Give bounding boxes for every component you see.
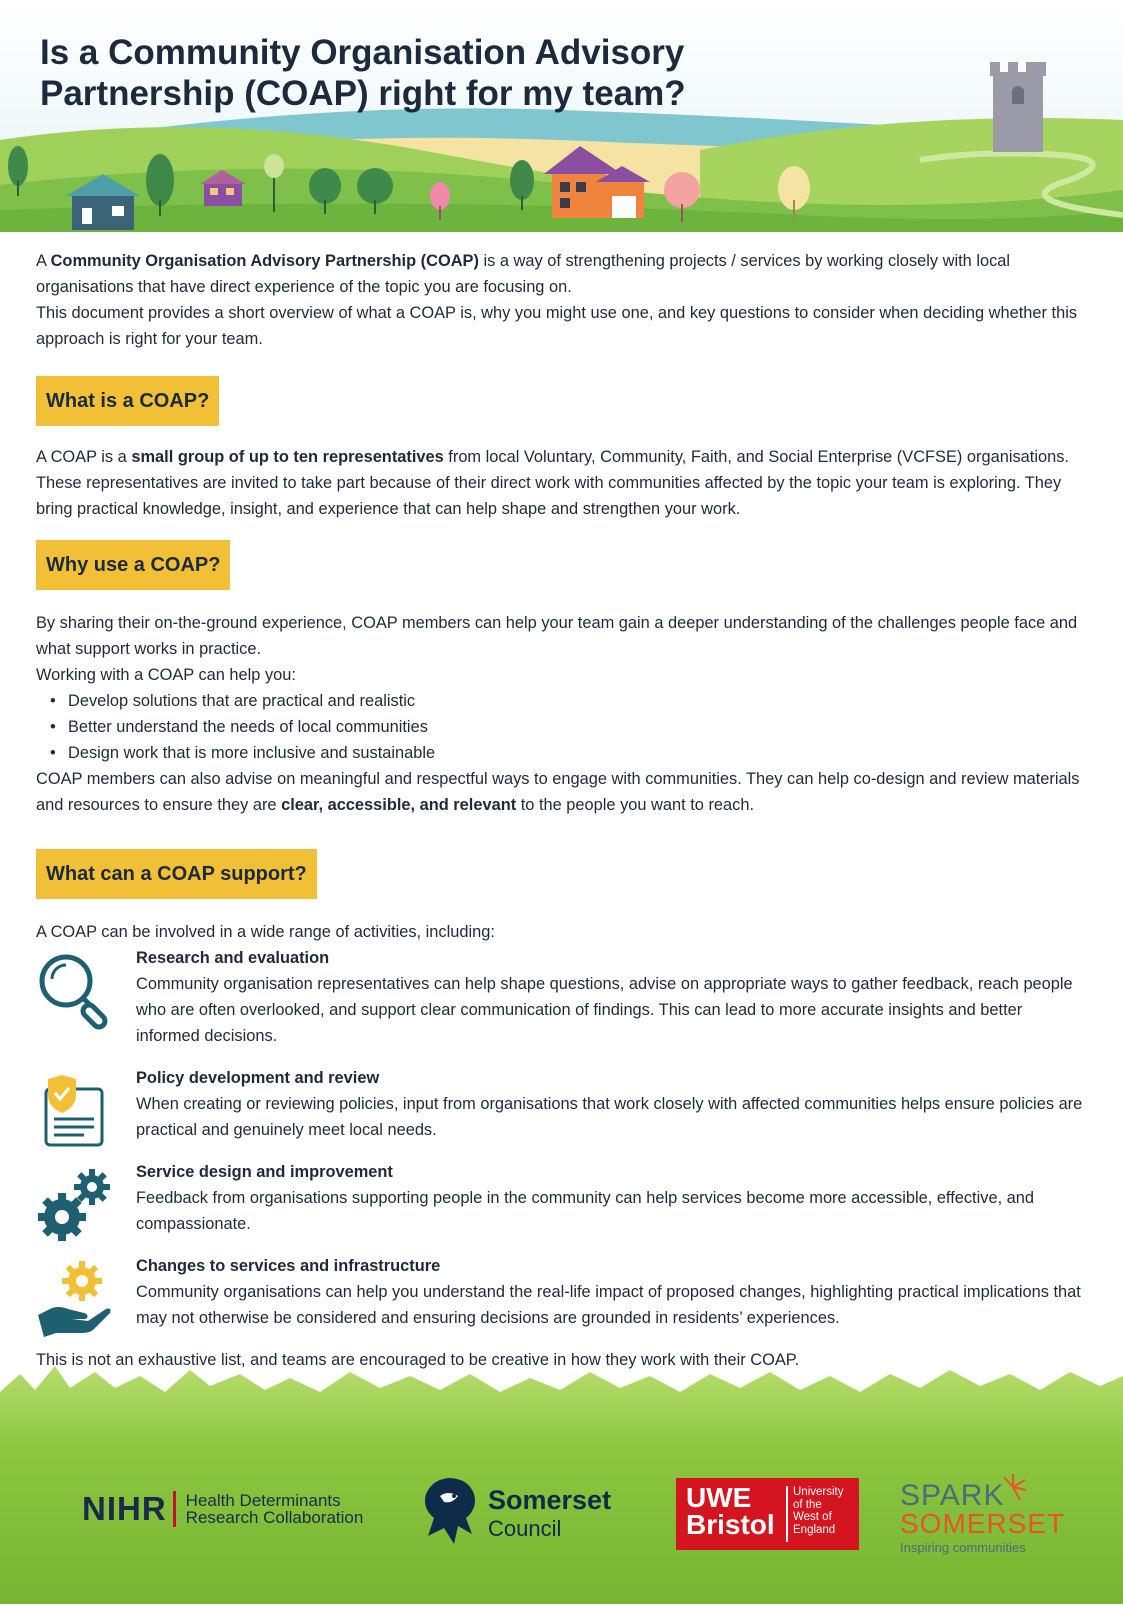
intro-p1-suffix: is a way of strengthening projects / services by working closely with local organisations that have direct experience of the topic you are focusing on. [36, 252, 1011, 296]
activity-title: Research and evaluation [136, 949, 330, 967]
activity-policy [36, 1065, 1086, 1143]
page-title [40, 32, 686, 114]
nihr-subtitle [186, 1492, 364, 1526]
why-use-p3-bold: clear, accessible, and relevant [281, 796, 517, 814]
activity-text: When creating or reviewing policies, input from organisations that work closely with affected communities helps ensure policies are practical and genuinely meet local needs. [136, 1095, 1083, 1139]
why-use-p3-prefix: COAP members can also advise on meaningful and respectful ways to engage with communities. They can help co-design and review materials and resources to ensure they are [36, 770, 1080, 814]
uwe-divider [786, 1486, 788, 1542]
what-is-p1-prefix: A COAP is a [36, 448, 132, 466]
section-heading-what-is: What is a COAP? [36, 376, 219, 426]
list-item: • Design work that is more inclusive and sustainable [68, 740, 1086, 766]
intro-paragraph-2: This document provides a short overview of what a COAP is, why you might use one, and key questions to consider when deciding whether this approach is right for your team. [36, 304, 1078, 348]
what-is-paragraph-1 [36, 444, 1086, 470]
activity-infrastructure [36, 1253, 1086, 1331]
nihr-line1: Health Determinants [185, 1491, 341, 1510]
somerset-council: Council [488, 1516, 562, 1541]
policy-document-icon [36, 1071, 116, 1151]
intro-p1-prefix: A [36, 252, 51, 270]
why-use-p3-suffix: to the people you want to reach. [516, 796, 755, 814]
uwe-small2: of the [793, 1498, 822, 1511]
magnifier-icon [36, 951, 116, 1031]
support-intro: A COAP can be involved in a wide range of activities, including: [36, 923, 495, 941]
page-title-line1: Is a Community Organisation Advisory [40, 33, 685, 72]
section-heading-why-use: Why use a COAP? [36, 540, 230, 590]
spark-line1: SPARK [900, 1479, 1005, 1512]
why-use-paragraph-2: Working with a COAP can help you: [36, 666, 296, 684]
intro-p1-bold: Community Organisation Advisory Partnership (COAP) [50, 252, 479, 270]
activity-service-design [36, 1159, 1086, 1237]
what-is-paragraph-2: These representatives are invited to take part because of their direct work with communities affected by the topic your team is exploring. They bring practical knowledge, insight, and experience that can help shape and strengthen your work. [36, 474, 1062, 518]
why-use-paragraph-1: By sharing their on-the-ground experience, COAP members can help your team gain a deeper understanding of the challenges people face and what support works in practice. [36, 614, 1078, 658]
what-is-p1-bold: small group of up to ten representatives [131, 448, 444, 466]
nihr-line2: Research Collaboration [185, 1508, 364, 1527]
nihr-divider [173, 1491, 176, 1527]
partner-logos [0, 1470, 1123, 1590]
uwe-small3: West of [793, 1511, 832, 1523]
why-use-paragraph-3 [36, 766, 1086, 818]
activity-research [36, 945, 1086, 1049]
somerset-council-logo [418, 1474, 612, 1553]
section-heading-support: What can a COAP support? [36, 849, 317, 899]
closing-note: This is not an exhaustive list, and teams are encouraged to be creative in how they work with their COAP. [36, 1351, 800, 1369]
nihr-mark: NIHR [82, 1490, 167, 1527]
spark-somerset-logo [900, 1479, 1066, 1555]
hand-gear-icon [36, 1259, 116, 1339]
activity-title: Service design and improvement [136, 1163, 393, 1181]
uwe-small4: England [793, 1523, 836, 1536]
spark-burst-icon [998, 1472, 1028, 1502]
benefits-list [36, 688, 1086, 766]
dragon-icon [418, 1474, 480, 1548]
uwe-wordmark [686, 1484, 775, 1538]
spark-tagline: Inspiring communities [900, 1540, 1026, 1555]
list-item: • Develop solutions that are practical and realistic [68, 688, 1086, 714]
activity-text: Community organisations can help you understand the real-life impact of proposed changes, highlighting practical implications that may not otherwise be considered and ensuring decisions are grounded in residents’ experiences. [136, 1283, 1081, 1327]
activity-title: Changes to services and infrastructure [136, 1257, 441, 1275]
activity-title: Policy development and review [136, 1069, 380, 1087]
intro-paragraph-1 [36, 248, 1086, 300]
spark-line2: SOMERSET [900, 1508, 1066, 1539]
uwe-line1: UWE [686, 1482, 752, 1513]
nihr-logo [82, 1490, 363, 1528]
uwe-small1: University [793, 1486, 844, 1498]
uwe-fullname [793, 1486, 843, 1536]
main-content [36, 248, 1086, 1373]
list-item: • Better understand the needs of local communities [68, 714, 1086, 740]
what-is-p1-suffix: from local Voluntary, Community, Faith, and Social Enterprise (VCFSE) organisations. [443, 448, 1069, 466]
uwe-bristol-logo [676, 1478, 859, 1550]
activity-text: Feedback from organisations supporting people in the community can help services become more accessible, effective, and compassionate. [136, 1189, 1035, 1233]
gears-icon [36, 1165, 116, 1245]
activity-text: Community organisation representatives can help shape questions, advise on appropriate ways to gather feedback, reach people who are often overlooked, and support clear communication of findings. This can lead to more accurate insights and better informed decisions. [136, 975, 1073, 1045]
uwe-line2: Bristol [686, 1509, 775, 1540]
somerset-name: Somerset [488, 1485, 612, 1515]
page-title-line2: Partnership (COAP) right for my team? [40, 74, 686, 113]
